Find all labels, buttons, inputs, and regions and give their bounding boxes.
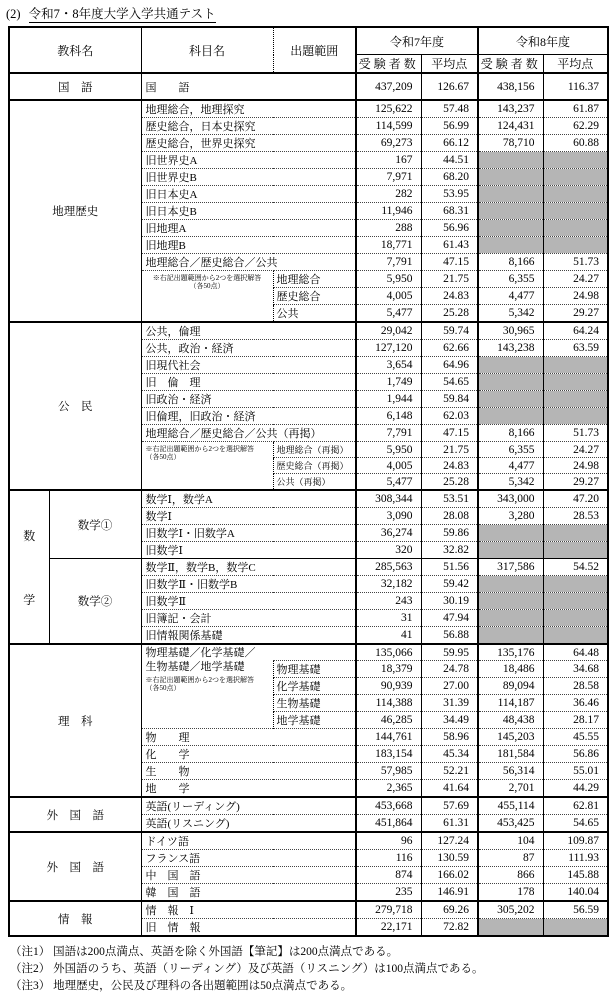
examinees-r8-cell: 6,355 — [478, 271, 543, 288]
subject-cell: 外 国 語 — [9, 797, 141, 832]
course-cell: 旧 倫 理 — [141, 374, 356, 391]
course-cell: 旧簿記・会計 — [141, 610, 356, 627]
average-r8-cell — [543, 357, 608, 374]
average-r8-cell: 44.29 — [543, 780, 608, 798]
course-cell: 英語(リーディング) — [141, 797, 356, 815]
average-r7-cell: 66.12 — [421, 135, 478, 152]
average-r7-cell: 62.66 — [421, 340, 478, 357]
examinees-r8-cell — [478, 374, 543, 391]
examinees-r7-cell: 7,791 — [356, 254, 421, 271]
average-r8-cell: 36.46 — [543, 695, 608, 712]
table-row — [9, 73, 608, 100]
examinees-r7-cell: 3,654 — [356, 357, 421, 374]
average-r7-cell: 47.15 — [421, 425, 478, 442]
examinees-r8-cell — [478, 919, 543, 937]
average-r7-cell: 25.28 — [421, 474, 478, 491]
examinees-r8-cell — [478, 576, 543, 593]
average-r8-cell: 51.73 — [543, 254, 608, 271]
average-r8-cell — [543, 593, 608, 610]
course-cell: 化 学 — [141, 746, 356, 763]
examinees-r7-cell: 18,771 — [356, 237, 421, 254]
examinees-r8-cell: 4,477 — [478, 458, 543, 474]
examinees-r8-cell — [478, 391, 543, 408]
course-cell: 物理基礎／化学基礎／ 生物基礎／地学基礎 ※右記出題範囲から2つを選択解答 （各50点） — [141, 644, 273, 729]
average-r7-cell: 57.69 — [421, 797, 478, 815]
range-cell: 公共（再掲） — [273, 474, 356, 491]
average-r8-cell: 24.27 — [543, 442, 608, 458]
average-r7-cell: 47.15 — [421, 254, 478, 271]
examinees-r8-cell: 143,237 — [478, 100, 543, 118]
average-r7-cell: 34.49 — [421, 712, 478, 729]
average-r8-cell: 34.68 — [543, 661, 608, 678]
course-cell: 旧地理B — [141, 237, 356, 254]
examinees-r8-cell — [478, 627, 543, 645]
examinees-r8-cell — [478, 237, 543, 254]
examinees-r7-cell: 453,668 — [356, 797, 421, 815]
examinees-r7-cell: 1,944 — [356, 391, 421, 408]
page-title — [6, 4, 611, 22]
average-r7-cell: 32.82 — [421, 542, 478, 559]
footnote: （注2） 外国語のうち、英語（リーディング）及び英語（リスニング）は100点満点である。 — [10, 963, 484, 975]
average-r8-cell: 54.65 — [543, 815, 608, 833]
course-cell: 地 学 — [141, 780, 356, 798]
table-row — [9, 797, 608, 815]
subject-subgroup-cell: 数学② — [49, 559, 141, 645]
selection-note: ※右記出題範囲から2つを選択解答 （各50点） — [145, 676, 255, 692]
examinees-r7-cell: 279,718 — [356, 901, 421, 919]
examinees-r8-cell — [478, 593, 543, 610]
examinees-r7-cell: 135,066 — [356, 644, 421, 661]
examinees-r7-cell: 22,171 — [356, 919, 421, 937]
examinees-r8-cell — [478, 169, 543, 186]
average-r8-cell: 28.53 — [543, 508, 608, 525]
examinees-r7-cell: 29,042 — [356, 322, 421, 340]
average-r8-cell — [543, 220, 608, 237]
examinees-r7-cell: 114,388 — [356, 695, 421, 712]
average-r7-cell: 25.28 — [421, 305, 478, 323]
examinees-r8-cell — [478, 357, 543, 374]
subject-cell: 情 報 — [9, 901, 141, 936]
examinees-r8-cell: 48,438 — [478, 712, 543, 729]
col-header-subject: 教科名 — [9, 27, 141, 73]
course-cell: 旧政治・経済 — [141, 391, 356, 408]
examinees-r8-cell: 5,342 — [478, 305, 543, 323]
table-header — [9, 27, 608, 73]
examinees-r8-cell: 89,094 — [478, 678, 543, 695]
average-r8-cell — [543, 919, 608, 937]
examinees-r7-cell: 7,791 — [356, 425, 421, 442]
average-r8-cell: 145.88 — [543, 867, 608, 884]
range-cell: 地学基礎 — [273, 712, 356, 729]
average-r7-cell: 21.75 — [421, 442, 478, 458]
average-r8-cell — [543, 627, 608, 645]
course-cell: 旧日本史A — [141, 186, 356, 203]
examinees-r8-cell: 4,477 — [478, 288, 543, 305]
average-r7-cell: 30.19 — [421, 593, 478, 610]
examinees-r8-cell: 135,176 — [478, 644, 543, 661]
average-r8-cell: 24.98 — [543, 458, 608, 474]
average-r7-cell: 24.83 — [421, 458, 478, 474]
examinees-r8-cell — [478, 610, 543, 627]
examinees-r7-cell: 125,622 — [356, 100, 421, 118]
course-cell: 旧数学Ⅱ・旧数学B — [141, 576, 356, 593]
average-r7-cell: 61.31 — [421, 815, 478, 833]
course-cell: 情 報 Ⅰ — [141, 901, 356, 919]
average-r7-cell: 57.48 — [421, 100, 478, 118]
examinees-r7-cell: 451,864 — [356, 815, 421, 833]
average-r8-cell: 29.27 — [543, 305, 608, 323]
col-header-examinees-r8: 受験者数 — [478, 55, 543, 74]
average-r7-cell: 68.31 — [421, 203, 478, 220]
examinees-r7-cell: 4,005 — [356, 288, 421, 305]
average-r7-cell: 53.51 — [421, 490, 478, 508]
subject-cell: 外 国 語 — [9, 832, 141, 901]
course-cell: 旧地理A — [141, 220, 356, 237]
examinees-r7-cell: 116 — [356, 850, 421, 867]
average-r7-cell: 146.91 — [421, 884, 478, 902]
course-cell: 歴史総合，日本史探究 — [141, 118, 356, 135]
average-r8-cell: 47.20 — [543, 490, 608, 508]
examinees-r8-cell — [478, 203, 543, 220]
average-r7-cell: 59.42 — [421, 576, 478, 593]
course-cell: 生 物 — [141, 763, 356, 780]
average-r8-cell: 116.37 — [543, 73, 608, 100]
examinees-r8-cell: 453,425 — [478, 815, 543, 833]
range-cell: 地理総合（再掲） — [273, 442, 356, 458]
average-r8-cell: 28.17 — [543, 712, 608, 729]
note-cell — [141, 271, 273, 323]
examinees-r7-cell: 144,761 — [356, 729, 421, 746]
col-header-year-r8: 令和8年度 — [478, 27, 608, 55]
average-r8-cell: 64.24 — [543, 322, 608, 340]
course-cell: 数学Ⅱ，数学B，数学C — [141, 559, 356, 576]
range-spacer-cell — [273, 644, 356, 661]
average-r8-cell — [543, 374, 608, 391]
col-header-average-r7: 平均点 — [421, 55, 478, 74]
average-r8-cell: 56.86 — [543, 746, 608, 763]
range-cell: 生物基礎 — [273, 695, 356, 712]
range-cell: 物理基礎 — [273, 661, 356, 678]
average-r8-cell — [543, 169, 608, 186]
common-test-score-table — [8, 26, 609, 937]
average-r7-cell: 59.84 — [421, 391, 478, 408]
average-r8-cell: 62.81 — [543, 797, 608, 815]
average-r8-cell: 109.87 — [543, 832, 608, 850]
course-cell: 歴史総合，世界史探究 — [141, 135, 356, 152]
course-cell: 旧世界史B — [141, 169, 356, 186]
course-cell: 公共，倫理 — [141, 322, 356, 340]
course-cell: 地理総合／歴史総合／公共 — [141, 254, 356, 271]
footnote: （注3） 地理歴史，公民及び理科の各出題範囲は50点満点である。 — [10, 980, 353, 992]
average-r7-cell: 68.20 — [421, 169, 478, 186]
table-row — [9, 901, 608, 919]
average-r8-cell: 24.98 — [543, 288, 608, 305]
average-r8-cell: 64.48 — [543, 644, 608, 661]
examinees-r8-cell: 6,355 — [478, 442, 543, 458]
examinees-r7-cell: 7,971 — [356, 169, 421, 186]
table-row — [9, 100, 608, 118]
average-r8-cell: 56.59 — [543, 901, 608, 919]
examinees-r7-cell: 167 — [356, 152, 421, 169]
examinees-r7-cell: 69,273 — [356, 135, 421, 152]
examinees-r8-cell — [478, 542, 543, 559]
examinees-r7-cell: 5,950 — [356, 442, 421, 458]
examinees-r7-cell: 31 — [356, 610, 421, 627]
examinees-r8-cell: 143,238 — [478, 340, 543, 357]
examinees-r8-cell: 3,280 — [478, 508, 543, 525]
subject-cell — [9, 490, 49, 644]
average-r7-cell: 47.94 — [421, 610, 478, 627]
table-row — [9, 559, 608, 576]
average-r7-cell: 51.56 — [421, 559, 478, 576]
subject-cell: 国 語 — [9, 73, 141, 100]
average-r8-cell: 51.73 — [543, 425, 608, 442]
examinees-r7-cell: 282 — [356, 186, 421, 203]
examinees-r8-cell: 30,965 — [478, 322, 543, 340]
col-header-course: 科目名 — [141, 27, 273, 73]
selection-note: ※右記出題範囲から2つを選択解答 （各50点） — [145, 445, 255, 461]
examinees-r7-cell: 288 — [356, 220, 421, 237]
average-r8-cell: 45.55 — [543, 729, 608, 746]
subject-cell: 公 民 — [9, 322, 141, 490]
average-r7-cell: 127.24 — [421, 832, 478, 850]
table-row — [9, 322, 608, 340]
course-cell: 旧数学Ⅱ — [141, 593, 356, 610]
examinees-r8-cell: 866 — [478, 867, 543, 884]
average-r8-cell: 28.58 — [543, 678, 608, 695]
range-cell: 歴史総合 — [273, 288, 356, 305]
course-cell: 旧情報関係基礎 — [141, 627, 356, 645]
course-cell: 地理総合，地理探究 — [141, 100, 356, 118]
examinees-r8-cell: 8,166 — [478, 254, 543, 271]
average-r7-cell: 56.96 — [421, 220, 478, 237]
examinees-r8-cell: 343,000 — [478, 490, 543, 508]
average-r8-cell — [543, 186, 608, 203]
average-r7-cell: 166.02 — [421, 867, 478, 884]
examinees-r7-cell: 127,120 — [356, 340, 421, 357]
average-r8-cell — [543, 408, 608, 425]
average-r7-cell: 56.88 — [421, 627, 478, 645]
range-cell: 歴史総合（再掲） — [273, 458, 356, 474]
examinees-r8-cell: 305,202 — [478, 901, 543, 919]
examinees-r8-cell: 78,710 — [478, 135, 543, 152]
course-cell: 国 語 — [141, 73, 356, 100]
average-r7-cell: 59.74 — [421, 322, 478, 340]
examinees-r8-cell: 145,203 — [478, 729, 543, 746]
examinees-r8-cell: 178 — [478, 884, 543, 902]
range-cell: 地理総合 — [273, 271, 356, 288]
course-cell: 旧倫理，旧政治・経済 — [141, 408, 356, 425]
course-cell: 旧日本史B — [141, 203, 356, 220]
header-row-1 — [9, 27, 608, 55]
subject-cell: 地理歴史 — [9, 100, 141, 322]
subject-cell: 理 科 — [9, 644, 141, 797]
average-r7-cell: 72.82 — [421, 919, 478, 937]
examinees-r8-cell — [478, 152, 543, 169]
footnote: （注1） 国語は200点満点、英語を除く外国語【筆記】は200点満点である。 — [10, 946, 399, 958]
average-r7-cell: 62.03 — [421, 408, 478, 425]
examinees-r7-cell: 243 — [356, 593, 421, 610]
course-cell: 旧現代社会 — [141, 357, 356, 374]
course-cell: ドイツ語 — [141, 832, 356, 850]
average-r7-cell: 59.86 — [421, 525, 478, 542]
examinees-r8-cell: 104 — [478, 832, 543, 850]
average-r7-cell: 58.96 — [421, 729, 478, 746]
average-r8-cell — [543, 152, 608, 169]
average-r7-cell: 59.95 — [421, 644, 478, 661]
course-cell: 公共，政治・経済 — [141, 340, 356, 357]
average-r8-cell: 24.27 — [543, 271, 608, 288]
average-r8-cell: 63.59 — [543, 340, 608, 357]
average-r8-cell: 29.27 — [543, 474, 608, 491]
col-header-range: 出題範囲 — [273, 27, 356, 73]
average-r7-cell: 53.95 — [421, 186, 478, 203]
average-r8-cell — [543, 525, 608, 542]
examinees-r7-cell: 41 — [356, 627, 421, 645]
examinees-r8-cell: 8,166 — [478, 425, 543, 442]
average-r8-cell — [543, 542, 608, 559]
course-cell: 韓 国 語 — [141, 884, 356, 902]
table-row — [9, 644, 608, 661]
table-row — [9, 490, 608, 508]
average-r7-cell: 61.43 — [421, 237, 478, 254]
examinees-r8-cell: 455,114 — [478, 797, 543, 815]
examinees-r7-cell: 285,563 — [356, 559, 421, 576]
subject-subgroup-cell: 数学① — [49, 490, 141, 559]
course-cell: 旧数学Ⅰ・旧数学A — [141, 525, 356, 542]
selection-note: ※右記出題範囲から2つを選択解答 （各50点） — [152, 274, 262, 290]
examinees-r7-cell: 5,950 — [356, 271, 421, 288]
examinees-r7-cell: 57,985 — [356, 763, 421, 780]
average-r8-cell: 62.29 — [543, 118, 608, 135]
examinees-r7-cell: 90,939 — [356, 678, 421, 695]
examinees-r7-cell: 308,344 — [356, 490, 421, 508]
table-row — [9, 832, 608, 850]
footnotes — [10, 943, 611, 994]
average-r7-cell: 52.21 — [421, 763, 478, 780]
examinees-r8-cell: 114,187 — [478, 695, 543, 712]
average-r8-cell — [543, 203, 608, 220]
average-r7-cell: 69.26 — [421, 901, 478, 919]
examinees-r8-cell — [478, 220, 543, 237]
average-r8-cell: 61.87 — [543, 100, 608, 118]
col-header-average-r8: 平均点 — [543, 55, 608, 74]
average-r8-cell: 140.04 — [543, 884, 608, 902]
course-cell: 中 国 語 — [141, 867, 356, 884]
col-header-year-r7: 令和7年度 — [356, 27, 478, 55]
examinees-r7-cell: 4,005 — [356, 458, 421, 474]
average-r7-cell: 54.65 — [421, 374, 478, 391]
average-r7-cell: 126.67 — [421, 73, 478, 100]
examinees-r7-cell: 96 — [356, 832, 421, 850]
examinees-r7-cell: 46,285 — [356, 712, 421, 729]
examinees-r7-cell: 437,209 — [356, 73, 421, 100]
examinees-r7-cell: 11,946 — [356, 203, 421, 220]
average-r7-cell: 31.39 — [421, 695, 478, 712]
examinees-r8-cell: 56,314 — [478, 763, 543, 780]
col-header-examinees-r7: 受験者数 — [356, 55, 421, 74]
examinees-r8-cell: 124,431 — [478, 118, 543, 135]
average-r8-cell: 54.52 — [543, 559, 608, 576]
course-cell: 数学Ⅰ — [141, 508, 356, 525]
table-body — [9, 73, 608, 936]
title-number: (2) — [6, 7, 21, 21]
examinees-r8-cell — [478, 408, 543, 425]
course-cell: 物 理 — [141, 729, 356, 746]
average-r7-cell: 44.51 — [421, 152, 478, 169]
average-r7-cell: 24.83 — [421, 288, 478, 305]
average-r7-cell: 41.64 — [421, 780, 478, 798]
examinees-r7-cell: 114,599 — [356, 118, 421, 135]
average-r8-cell: 111.93 — [543, 850, 608, 867]
average-r8-cell: 55.01 — [543, 763, 608, 780]
examinees-r7-cell: 5,477 — [356, 474, 421, 491]
examinees-r8-cell — [478, 525, 543, 542]
range-cell: 公共 — [273, 305, 356, 323]
course-cell: 旧世界史A — [141, 152, 356, 169]
average-r8-cell — [543, 576, 608, 593]
average-r7-cell: 27.00 — [421, 678, 478, 695]
average-r8-cell: 60.88 — [543, 135, 608, 152]
examinees-r8-cell: 438,156 — [478, 73, 543, 100]
course-cell: 旧数学Ⅰ — [141, 542, 356, 559]
subject-vertical-label: 数 学 — [23, 528, 36, 607]
average-r7-cell: 21.75 — [421, 271, 478, 288]
course-cell: フランス語 — [141, 850, 356, 867]
course-cell: 英語(リスニング) — [141, 815, 356, 833]
examinees-r7-cell: 183,154 — [356, 746, 421, 763]
examinees-r7-cell: 5,477 — [356, 305, 421, 323]
range-cell: 化学基礎 — [273, 678, 356, 695]
examinees-r7-cell: 18,379 — [356, 661, 421, 678]
average-r7-cell: 130.59 — [421, 850, 478, 867]
examinees-r8-cell: 87 — [478, 850, 543, 867]
examinees-r7-cell: 6,148 — [356, 408, 421, 425]
examinees-r7-cell: 32,182 — [356, 576, 421, 593]
note-cell — [141, 442, 273, 491]
examinees-r8-cell: 5,342 — [478, 474, 543, 491]
examinees-r7-cell: 2,365 — [356, 780, 421, 798]
title-text: 令和7・8年度大学入学共通テスト — [28, 7, 216, 21]
examinees-r8-cell: 18,486 — [478, 661, 543, 678]
average-r8-cell — [543, 610, 608, 627]
average-r7-cell: 56.99 — [421, 118, 478, 135]
examinees-r7-cell: 1,749 — [356, 374, 421, 391]
examinees-r8-cell: 181,584 — [478, 746, 543, 763]
course-cell: 旧 情 報 — [141, 919, 356, 937]
average-r8-cell — [543, 391, 608, 408]
examinees-r8-cell: 317,586 — [478, 559, 543, 576]
average-r7-cell: 28.08 — [421, 508, 478, 525]
course-cell: 数学Ⅰ，数学A — [141, 490, 356, 508]
examinees-r7-cell: 320 — [356, 542, 421, 559]
average-r7-cell: 45.34 — [421, 746, 478, 763]
examinees-r7-cell: 874 — [356, 867, 421, 884]
examinees-r7-cell: 235 — [356, 884, 421, 902]
average-r8-cell — [543, 237, 608, 254]
average-r7-cell: 24.78 — [421, 661, 478, 678]
examinees-r8-cell: 2,701 — [478, 780, 543, 798]
examinees-r7-cell: 36,274 — [356, 525, 421, 542]
examinees-r7-cell: 3,090 — [356, 508, 421, 525]
average-r7-cell: 64.96 — [421, 357, 478, 374]
course-cell: 地理総合／歴史総合／公共（再掲） — [141, 425, 356, 442]
examinees-r8-cell — [478, 186, 543, 203]
